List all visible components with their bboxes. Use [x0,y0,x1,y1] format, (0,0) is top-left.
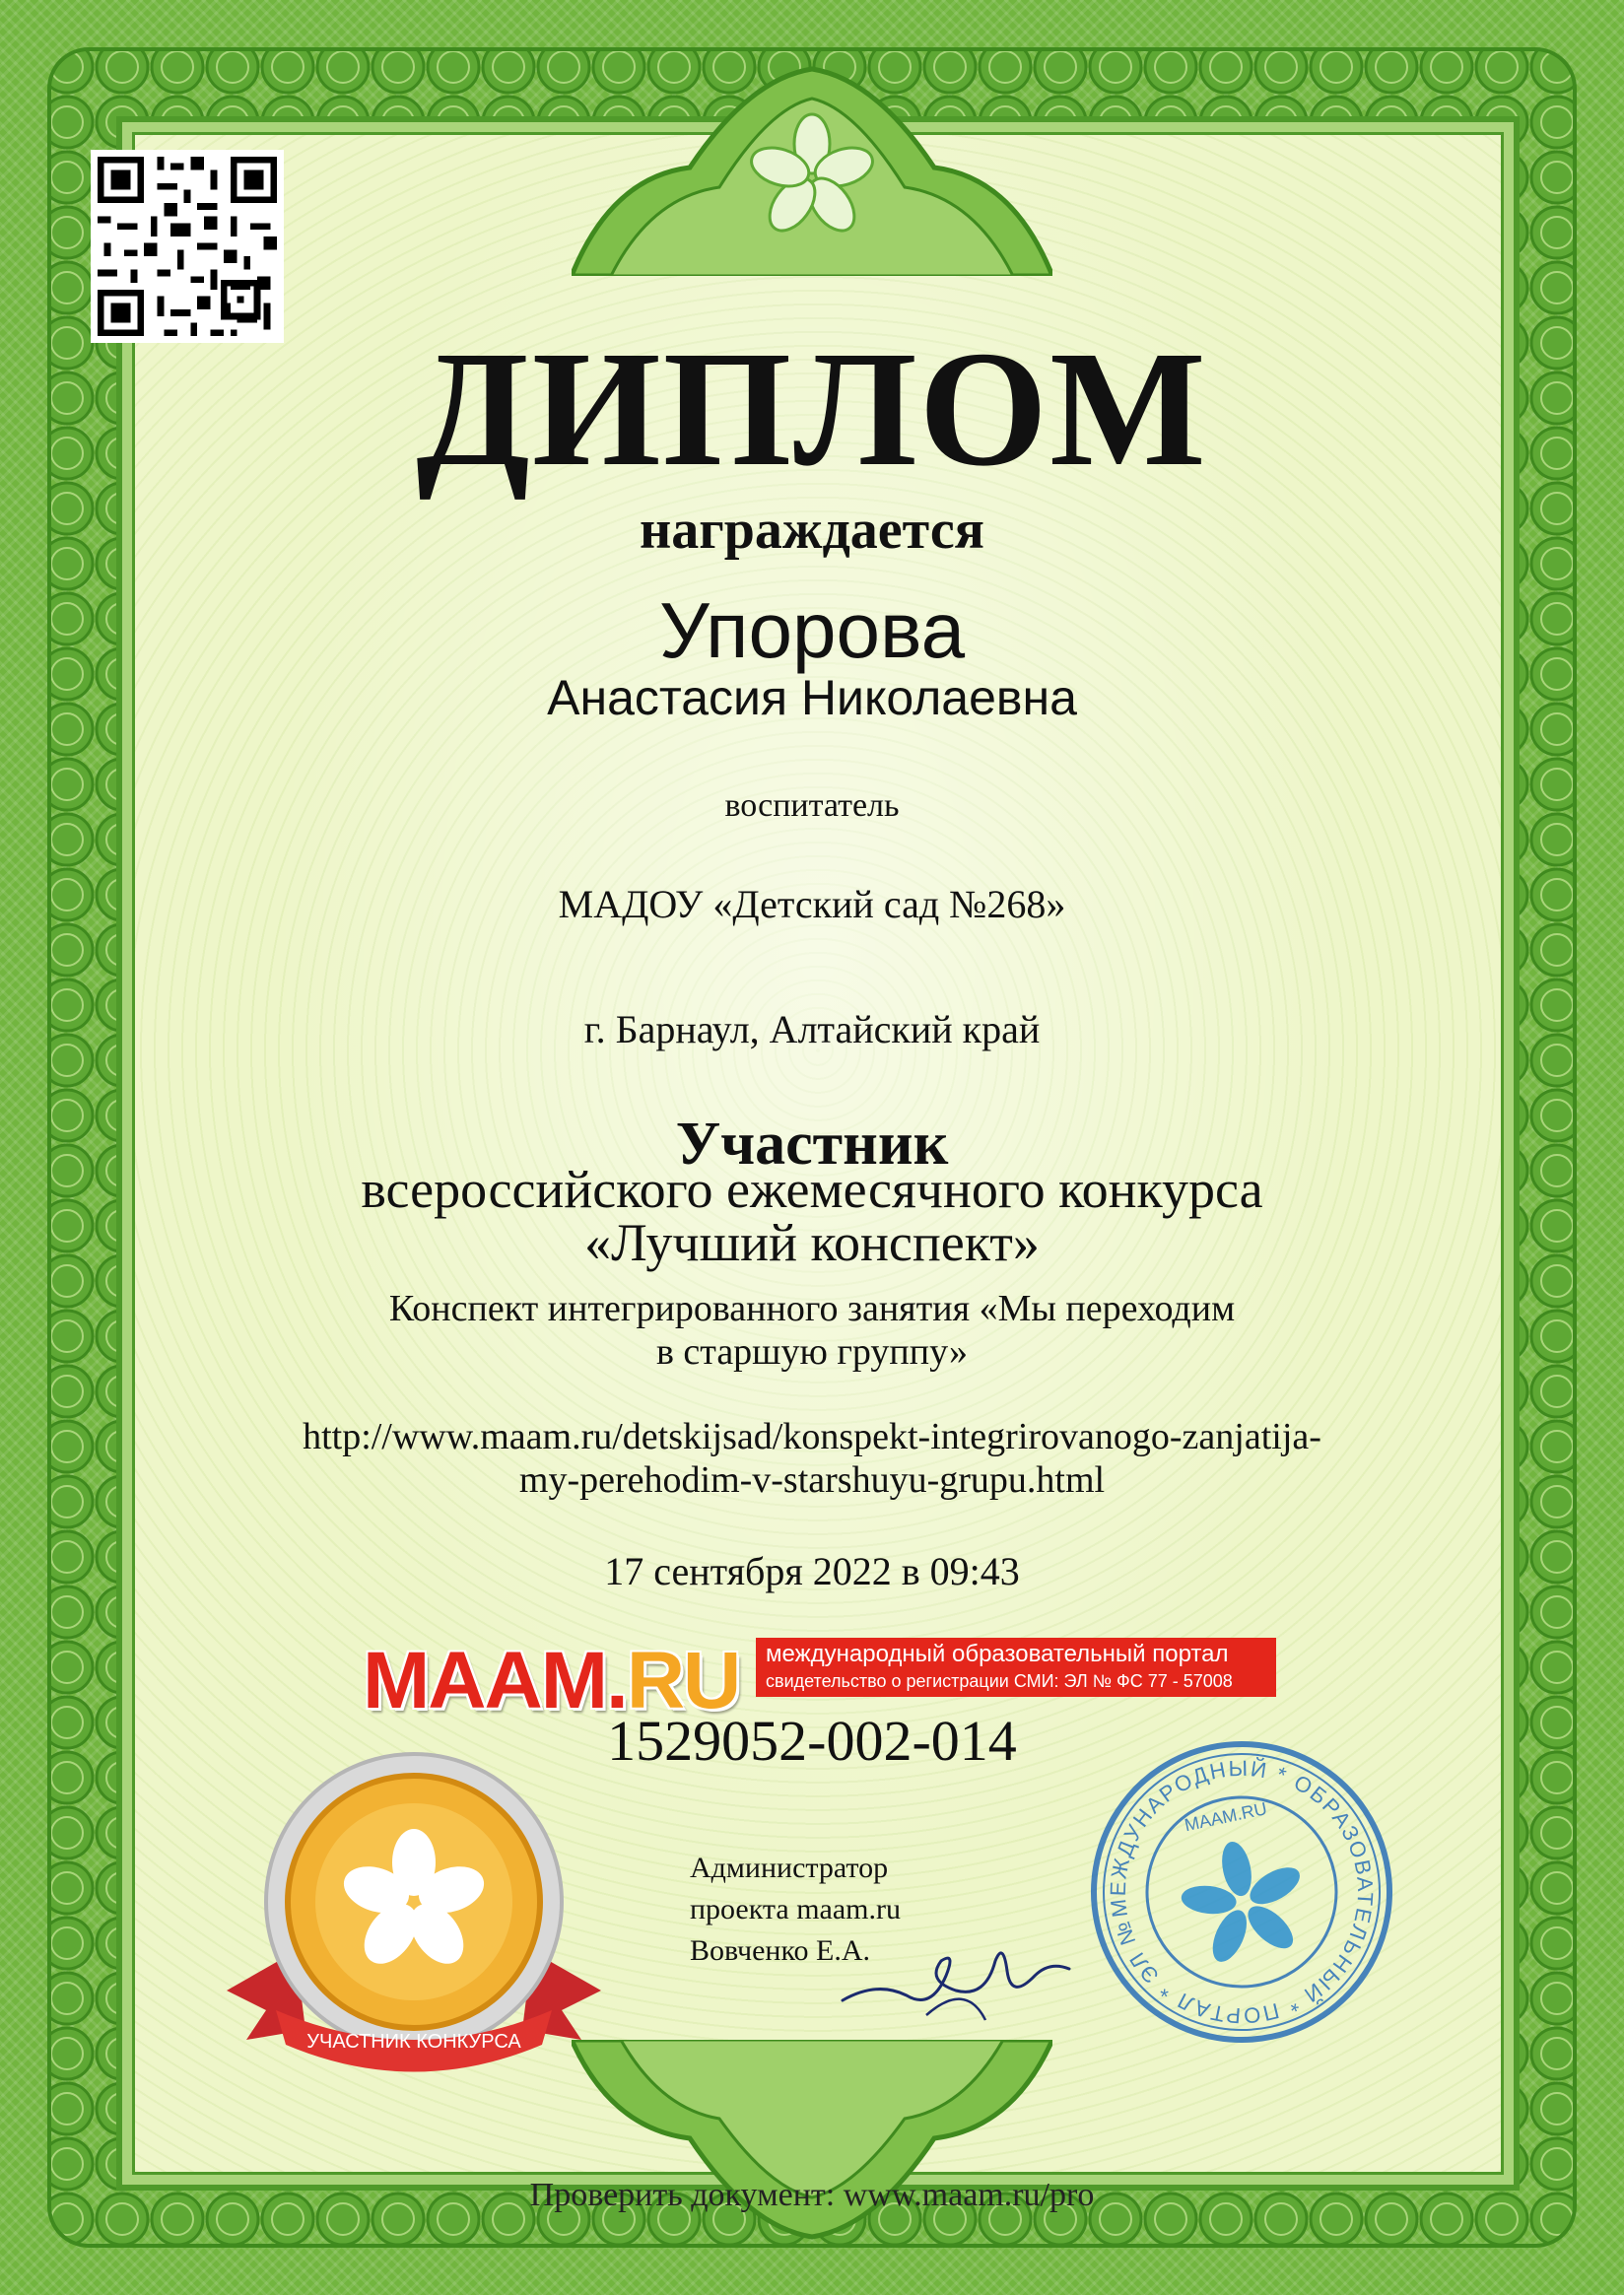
recipient-organization: МАДОУ «Детский сад №268» [558,882,1066,926]
work-title-line1: Конспект интегрированного занятия «Мы переходим [388,1288,1236,1329]
stamp-ring-text: МЕЖДУНАРОДНЫЙ * ОБРАЗОВАТЕЛЬНЫЙ * ПОРТАЛ * ЭЛ № [1105,1755,1379,2029]
maam-logo-main: MAAM. [363,1636,627,1725]
awarded-label: награждается [640,500,984,561]
recipient-position: воспитатель [724,787,900,824]
contest-name-line2: «Лучший конспект» [584,1213,1040,1272]
stamp-center-text: MAAM.RU [1183,1798,1269,1836]
admin-project: проекта maam.ru [690,1893,901,1925]
diploma-title: ДИПЛОМ [416,317,1208,501]
work-title-line2: в старшую группу» [655,1331,969,1373]
verify-document-link[interactable]: Проверить документ: www.maam.ru/pro [529,2177,1095,2213]
diploma-number: 1529052-002-014 [607,1709,1017,1773]
qr-code [91,150,284,343]
top-ornament [572,59,1052,276]
admin-signature [838,1922,1074,2030]
portal-description: международный образовательный портал [766,1641,1229,1667]
participant-medal [217,1744,611,2079]
maam-logo-ru: RU [626,1636,740,1725]
work-url-line2: my-perehodim-v-starshuyu-grupu.html [518,1459,1106,1501]
contest-name-line1: всероссийского ежемесячного конкурса [361,1160,1263,1219]
award-date: 17 сентября 2022 в 09:43 [604,1549,1020,1593]
admin-name: Вовченко Е.А. [690,1934,871,1967]
award-role: Участник [675,1111,949,1178]
admin-title: Администратор [690,1852,889,1884]
recipient-name: Анастасия Николаевна [547,670,1077,725]
recipient-city: г. Барнаул, Алтайский край [583,1007,1041,1051]
work-url-line1: http://www.maam.ru/detskijsad/konspekt-integrirovanogo-zanjatija- [303,1416,1321,1457]
portal-info-strip [756,1638,1276,1697]
bottom-ornament [572,2040,1052,2247]
portal-stamp [1084,1734,1399,2050]
portal-registration: свидетельство о регистрации СМИ: ЭЛ № ФС 77 - 57008 [766,1671,1233,1691]
medal-ribbon-text: УЧАСТНИК КОНКУРСА [306,2031,521,2053]
recipient-surname: Упорова [658,586,966,674]
